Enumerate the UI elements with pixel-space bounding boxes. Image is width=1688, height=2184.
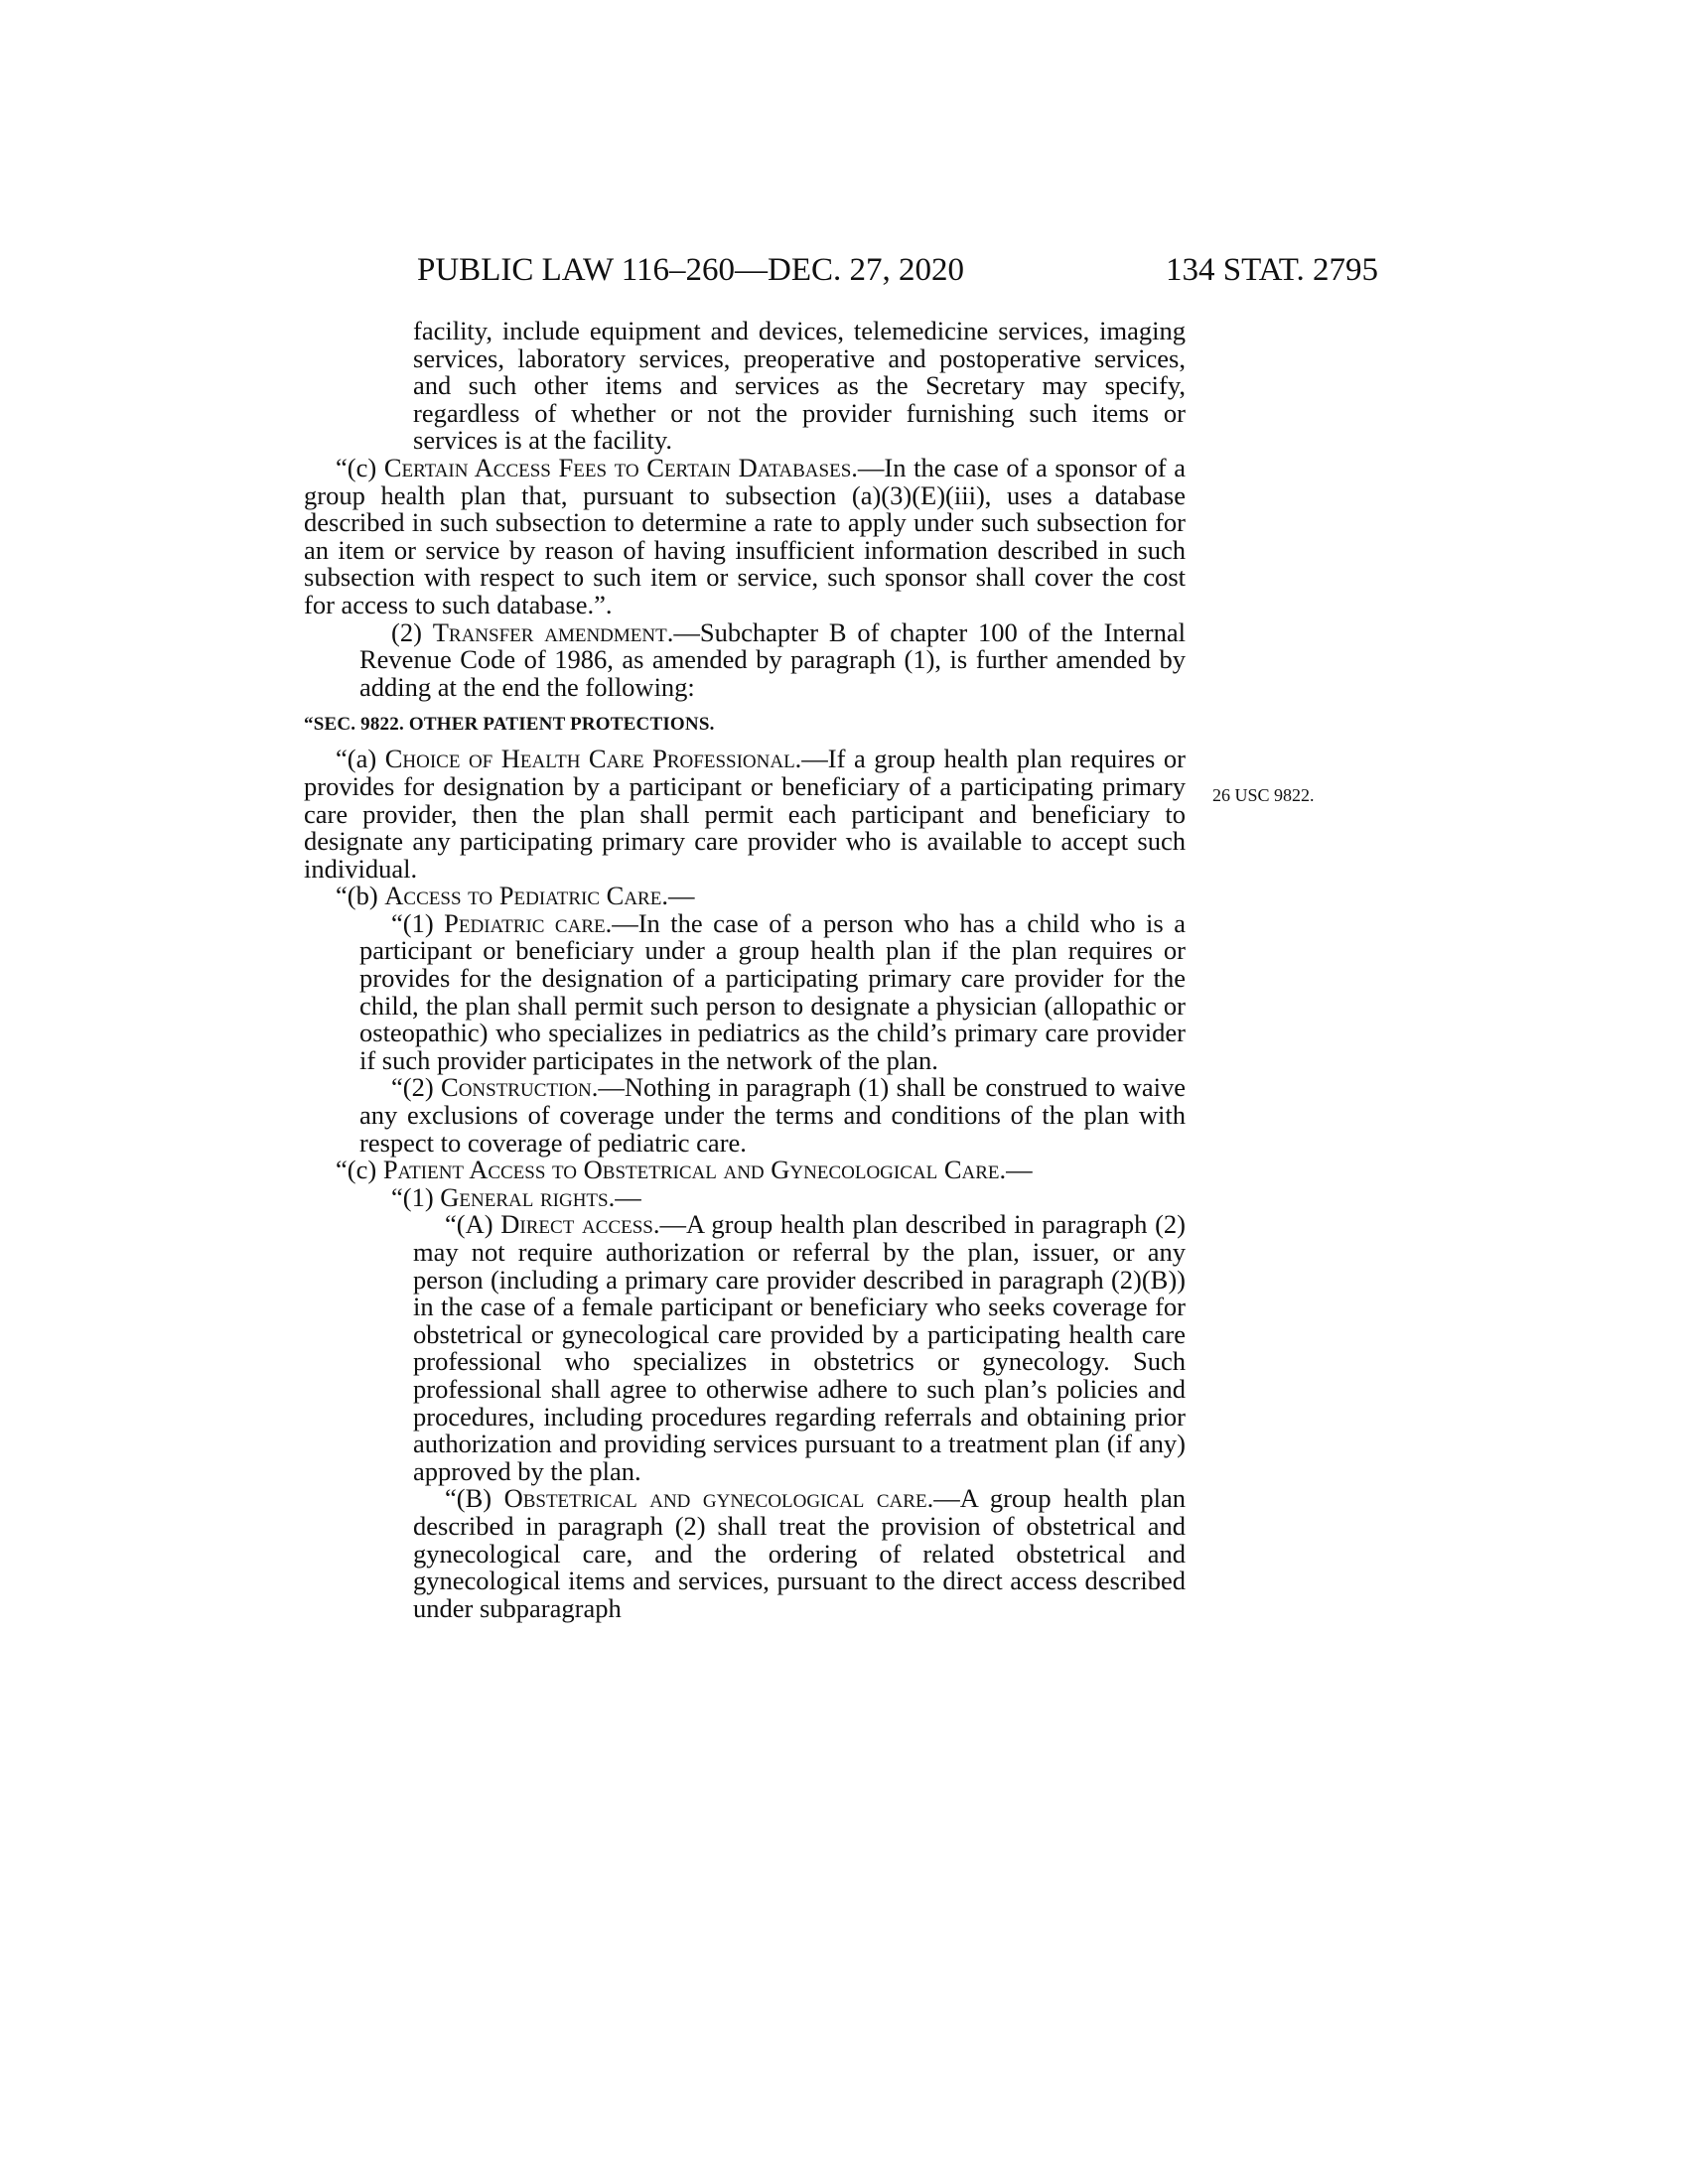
paragraph-b2-construction: “(2) Construction.—Nothing in paragraph (1) shall be construed to waive any exclusions of coverage under the terms and conditions of the plan with respect to coverage of pediatric care. xyxy=(359,1072,1186,1158)
body-text xyxy=(304,318,1186,1622)
paragraph-c1-general-rights: “(1) General rights.— xyxy=(391,1181,641,1212)
subsection-heading: Choice of Health Care Professional xyxy=(384,744,795,774)
subsection-c-obgyn-care: “(c) Patient Access to Obstetrical and Gynecological Care.— xyxy=(336,1155,1033,1185)
transfer-amendment-paragraph: (2) Transfer amendment.—Subchapter B of chapter 100 of the Internal Revenue Code of 1986, as amended by paragraph (1), is further amended by adding at the end the following: xyxy=(359,616,1186,702)
usc-margin-note: 26 USC 9822. xyxy=(1212,785,1315,805)
paragraph-b1-pediatric-care: “(1) Pediatric care.—In the case of a person who has a child who is a participant or beneficiary under a group health plan if the plan requires or provides for the designation of a participating primary care provider for the child, the plan shall permit such person to designate a physician (allopathic or osteopathic) who specializes in pediatrics as the child’s primary care provider if such provider participates in the network of the plan. xyxy=(359,907,1186,1075)
subparagraph-heading: Direct access xyxy=(500,1209,653,1240)
subsection-a-choice-of-professional: “(a) Choice of Health Care Professional.—If a group health plan requires or provides for designation by a participant or beneficiary of a participating primary care provider, then the plan shall permit each participant and beneficiary to designate any participating primary care provider who is available to accept such individual. xyxy=(304,744,1186,884)
paragraph-heading: Construction xyxy=(441,1072,592,1103)
subsection-b-pediatric-care: “(b) Access to Pediatric Care.— xyxy=(336,881,695,911)
paragraph-heading: Transfer amendment xyxy=(432,616,667,647)
subsection-heading: Certain Access Fees to Certain Databases xyxy=(383,452,852,482)
subsection-heading: Patient Access to Obstetrical and Gynecological Care xyxy=(382,1155,1000,1185)
subparagraph-a-direct-access: “(A) Direct access.—A group health plan described in paragraph (2) may not require authorization or referral by the plan, issuer, or any person (including a primary care provider described in paragraph (2)(B)) in the case of a female participant or beneficiary who seeks coverage for obstetrical or gynecological care provided by a participating health care professional who specializes in obstetrics or gynecology. Such professional shall agree to otherwise adhere to such plan’s policies and procedures, including procedures regarding referrals and obtaining prior authorization and providing services pursuant to a treatment plan (if any) approved by the plan. xyxy=(413,1209,1186,1486)
paragraph-heading: General rights xyxy=(440,1181,609,1212)
subsection-heading: Access to Pediatric Care xyxy=(384,881,662,911)
facility-continuation-paragraph: facility, include equipment and devices, telemedicine services, imaging services, laboratory services, preoperative and postoperative services, and such other items and services as the Secretary may specify, regardless of whether or not the provider furnishing such items or services is at the facility. xyxy=(413,316,1186,456)
running-header xyxy=(417,250,1378,290)
paragraph-heading: Pediatric care xyxy=(444,907,606,938)
section-heading: “SEC. 9822. OTHER PATIENT PROTECTIONS. xyxy=(304,714,715,736)
subparagraph-heading: Obstetrical and gynecological care xyxy=(503,1483,927,1514)
subparagraph-b-obgyn-care: “(B) Obstetrical and gynecological care.—A group health plan described in paragraph (2) shall treat the provision of obstetrical and gynecological care, and the ordering of related obstetrical and gynecological items and services, pursuant to the direct access described under subparagraph xyxy=(413,1483,1186,1623)
subsection-c-access-fees: “(c) Certain Access Fees to Certain Databases.—In the case of a sponsor of a group health plan that, pursuant to subsection (a)(3)(E)(iii), uses a database described in such subsection to determine a rate to apply under such subsection for an item or service by reason of having insufficient information described in such subsection with respect to such item or service, such sponsor shall cover the cost for access to such database.”. xyxy=(304,452,1186,619)
public-law-citation: PUBLIC LAW 116–260—DEC. 27, 2020 xyxy=(417,252,965,288)
stat-page-number: 134 STAT. 2795 xyxy=(1165,252,1378,288)
